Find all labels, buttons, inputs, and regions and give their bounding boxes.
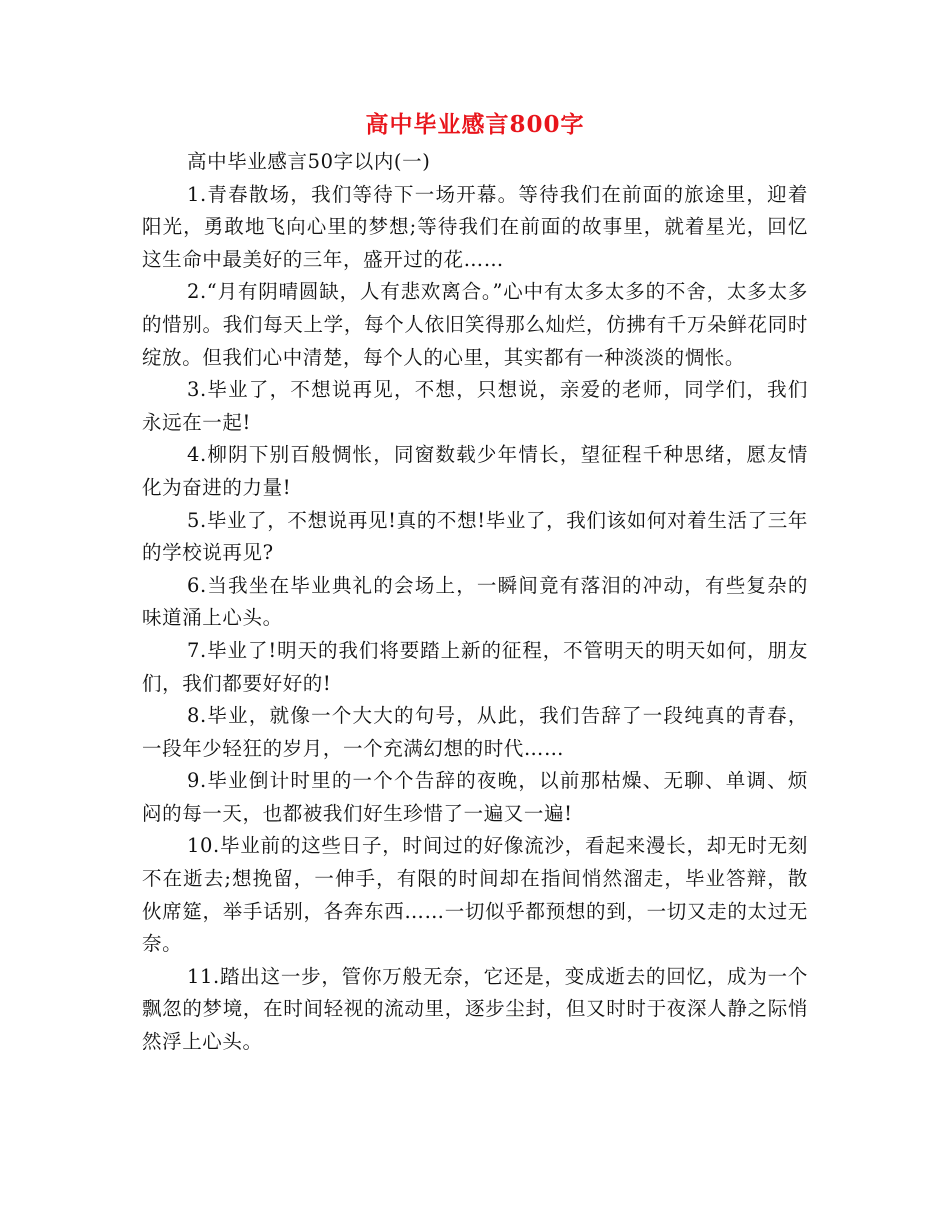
section-heading: 高中毕业感言50字以内(一) (187, 150, 431, 173)
paragraph-2: 2.“月有阴晴圆缺，人有悲欢离合。”心中有太多太多的不舍，太多太多的惜别。我们每天上学，每个人依旧笑得那么灿烂，仿拂有千万朵鲜花同时绽放。但我们心中清楚，每个人的心里，其实都有一种淡淡的惆怅。 (142, 280, 808, 369)
paragraph-1: 1.青春散场，我们等待下一场开幕。等待我们在前面的旅途里，迎着阳光，勇敢地飞向心里的梦想;等待我们在前面的故事里，就着星光，回忆这生命中最美好的三年，盛开过的花…… (142, 182, 808, 271)
document-title: 高中毕业感言800字 (365, 111, 585, 138)
paragraph-11: 11.踏出这一步，管你万般无奈，它还是，变成逝去的回忆，成为一个飘忽的梦境，在时间轻视的流动里，逐步尘封，但又时时于夜深人静之际悄然浮上心头。 (142, 964, 808, 1054)
paragraph-8: 8.毕业，就像一个大大的句号，从此，我们告辞了一段纯真的青春，一段年少轻狂的岁月，一个充满幻想的时代…… (142, 704, 808, 760)
paragraph-4: 4.柳阴下别百般惆怅，同窗数载少年情长，望征程千种思绪，愿友情化为奋进的力量! (142, 443, 808, 499)
paragraph-10: 10.毕业前的这些日子，时间过的好像流沙，看起来漫长，却无时无刻不在逝去;想挽留，一伸手，有限的时间却在指间悄然溜走，毕业答辩，散伙席筵，举手话别，各奔东西……一切似乎都预想的到，一切又走的太过无奈。 (142, 834, 808, 956)
paragraph-3: 3.毕业了，不想说再见，不想，只想说，亲爱的老师，同学们，我们永远在一起! (142, 378, 808, 434)
paragraph-9: 9.毕业倒计时里的一个个告辞的夜晚，以前那枯燥、无聊、单调、烦闷的每一天，也都被我们好生珍惜了一遍又一遍! (142, 769, 808, 825)
paragraph-6: 6.当我坐在毕业典礼的会场上，一瞬间竟有落泪的冲动，有些复杂的味道涌上心头。 (142, 573, 808, 630)
document-body (142, 146, 808, 1059)
paragraph-7: 7.毕业了!明天的我们将要踏上新的征程，不管明天的明天如何，朋友们，我们都要好好的! (142, 638, 808, 695)
paragraph-5: 5.毕业了，不想说再见!真的不想!毕业了，我们该如何对着生活了三年的学校说再见? (142, 508, 808, 565)
